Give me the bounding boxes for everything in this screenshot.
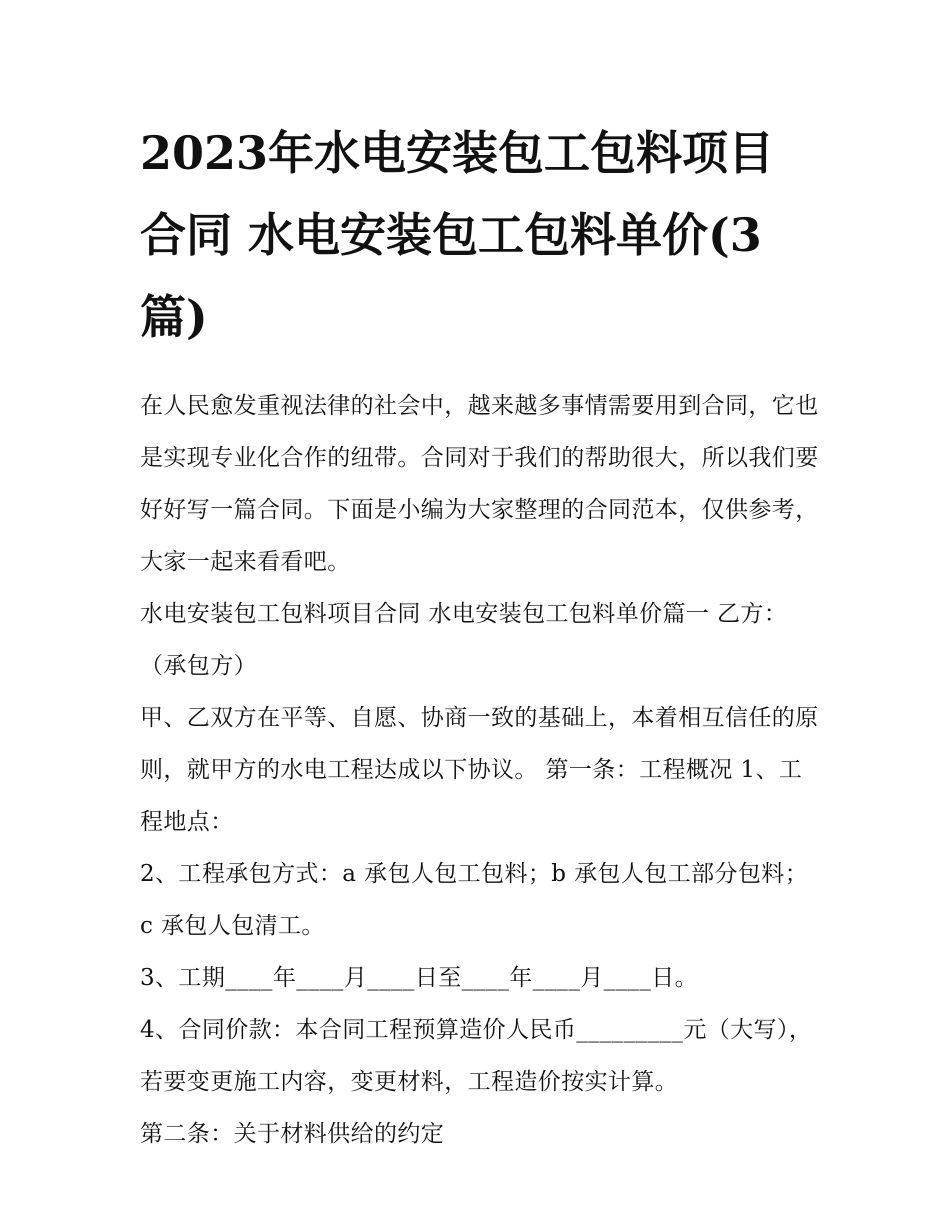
contracting-method-paragraph: 2、工程承包方式：a 承包人包工包料；b 承包人包工部分包料；c 承包人包清工。 (140, 861, 809, 939)
document-page (140, 112, 820, 1160)
intro-paragraph: 在人民愈发重视法律的社会中，越来越多事情需要用到合同，它也是实现专业化合作的纽带。合同对于我们的帮助很大，所以我们要好好写一篇合同。下面是小编为大家整理的合同范本，仅供参考，大家一起来看看吧。 (140, 393, 819, 575)
contract-heading-paragraph: 水电安装包工包料项目合同 水电安装包工包料单价篇一 乙方：（承包方） (140, 601, 788, 679)
document-title: 2023年水电安装包工包料项目合同 水电安装包工包料单价(3篇) (140, 126, 775, 344)
contract-price-paragraph: 4、合同价款：本合同工程预算造价人民币_________元（大写），若要变更施工内容，变更材料，工程造价按实计算。 (140, 1017, 813, 1095)
agreement-paragraph: 甲、乙双方在平等、自愿、协商一致的基础上，本着相互信任的原则，就甲方的水电工程达成以下协议。 第一条：工程概况 1、工程地点： (140, 705, 819, 835)
duration-paragraph: 3、工期____年____月____日至____年____月____日。 (140, 965, 699, 991)
document-body (140, 380, 820, 1160)
article-two-heading: 第二条：关于材料供给的约定 (140, 1121, 445, 1147)
